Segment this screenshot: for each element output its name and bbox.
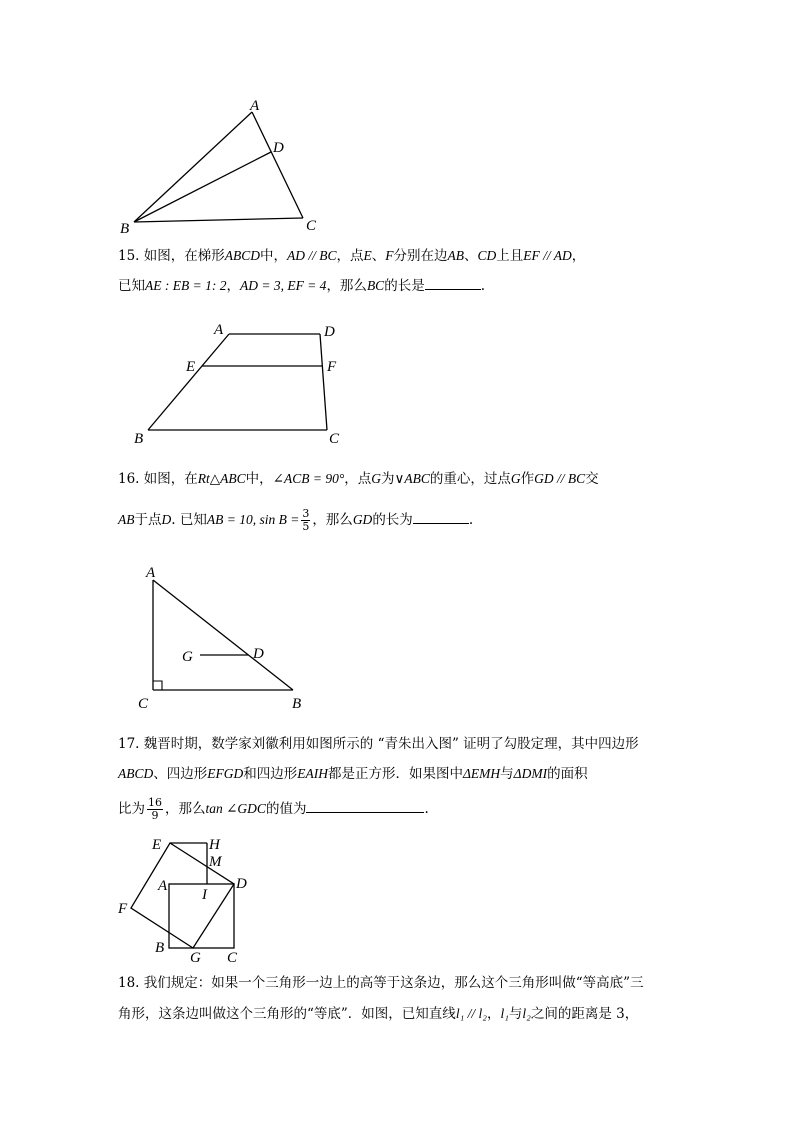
q17-line3: [118, 794, 429, 824]
q18-line1: [118, 973, 644, 993]
q16-text: 于点: [134, 512, 162, 528]
q16-text: . 已知: [171, 512, 207, 528]
q16-math: GD // BC: [534, 471, 586, 486]
q17-text: 的值为: [265, 801, 307, 817]
q17-text: 魏晋时期，数学家刘徽利用如图所示的 “青朱出入图” 证明了勾股定理，其中四边形: [143, 736, 639, 752]
q17-line2: [118, 764, 588, 784]
q16-text: 作: [520, 471, 535, 487]
q17-math: EFGD: [207, 766, 244, 781]
q16-text: ，那么: [312, 512, 353, 528]
label-A: A: [146, 565, 156, 581]
q15-text: 已知: [118, 278, 145, 294]
q16-math: ∠ACB = 90°: [272, 471, 345, 486]
label-E: E: [152, 837, 162, 853]
q17-math: ΔDMI: [513, 766, 548, 781]
q16-number: 16.: [118, 471, 140, 487]
q15-text: 分别在边: [393, 248, 448, 264]
q16-math: D: [161, 512, 172, 527]
q15-text: 中，: [260, 248, 288, 264]
label-D: D: [253, 646, 264, 662]
q15-math: BC: [366, 278, 385, 293]
label-A: A: [250, 98, 260, 114]
label-B: B: [292, 696, 302, 712]
q17-line1: [118, 734, 639, 754]
q15-math: AB: [447, 248, 465, 263]
q15-math: E: [363, 248, 372, 263]
label-C: C: [306, 218, 317, 234]
label-D: D: [273, 140, 284, 156]
q17-number: 17.: [118, 736, 140, 752]
label-D: D: [324, 324, 335, 340]
label-B: B: [155, 940, 165, 956]
q15-text: ，: [226, 278, 240, 294]
q15-text: 的长是: [384, 278, 425, 294]
label-A: A: [214, 322, 224, 338]
fraction-numerator: 3: [302, 507, 310, 520]
q16-line1: [118, 469, 599, 489]
q18-text: 与: [508, 1006, 523, 1022]
q15-math: AD // BC: [287, 248, 337, 263]
q17-math: ΔEMH: [463, 766, 501, 781]
label-C: C: [329, 431, 340, 447]
q15-text: 上且: [496, 248, 524, 264]
q17-text: 的面积: [547, 766, 588, 782]
q15-number: 15.: [118, 248, 140, 264]
label-A: A: [158, 878, 168, 894]
q16-math: AB: [118, 512, 135, 527]
q15-line2: [118, 275, 485, 296]
q16-text: 为: [381, 471, 395, 487]
q17-text: 比为: [118, 801, 145, 817]
q18-math: l₁ // l₂: [455, 1006, 487, 1021]
q16-math: G: [510, 471, 521, 486]
q18-text: 之间的距离是 3，: [530, 1006, 639, 1022]
figure-trapezoid-abcd: [128, 318, 358, 448]
q16-text: ，点: [344, 471, 372, 487]
q15-text: 、: [371, 248, 386, 264]
label-I: I: [202, 887, 207, 903]
q17-text: 和四边形: [243, 766, 298, 782]
q15-line1: [118, 246, 585, 266]
q15-math: AE : EB = 1: 2: [145, 278, 227, 293]
q16-math: GD: [352, 512, 373, 527]
q17-text: 、四边形: [153, 766, 208, 782]
fraction-denominator: 5: [302, 520, 310, 533]
q15-text: 、: [464, 248, 478, 264]
q18-math: l₁: [500, 1006, 509, 1021]
q18-text: 我们规定：如果一个三角形一边上的高等于这条边，那么这个三角形叫做“等高底”三: [143, 975, 644, 991]
q18-math: l₂: [522, 1006, 531, 1021]
q15-text: ，那么: [326, 278, 367, 294]
q15-text: ，: [571, 248, 586, 264]
q17-math: ABCD: [118, 766, 154, 781]
fraction-numerator: 16: [148, 796, 162, 809]
fraction-3-5: [301, 508, 310, 533]
q15-math: ABCD: [224, 248, 261, 263]
q15-text: ，点: [336, 248, 364, 264]
figure-qingzhu-squares: [112, 832, 262, 964]
q16-text: 中，: [245, 471, 273, 487]
q16-math: G: [371, 471, 381, 486]
figure-right-triangle-abc: [130, 562, 330, 714]
label-F: F: [327, 359, 337, 375]
q18-text: 角形，这条边叫做这个三角形的“等底”．如图，已知直线: [118, 1006, 456, 1022]
figure-triangle-abd: [110, 90, 330, 240]
label-G: G: [190, 950, 201, 964]
label-H: H: [209, 837, 220, 853]
q16-line2: [118, 506, 473, 534]
fraction-16-9: [147, 797, 163, 822]
q18-line2: [118, 1004, 638, 1024]
label-D: D: [236, 876, 247, 892]
q15-math: EF // AD: [523, 248, 572, 263]
q17-text: 都是正方形．如果图中: [328, 766, 463, 782]
label-F: F: [118, 901, 128, 917]
q15-math: CD: [477, 248, 497, 263]
fraction-denominator: 9: [151, 809, 159, 822]
q15-math: F: [385, 248, 394, 263]
q15-text: 如图，在梯形: [143, 248, 225, 264]
label-B: B: [120, 221, 130, 237]
q17-text: ，那么: [165, 801, 206, 817]
q17-text: .: [424, 801, 429, 817]
label-B: B: [134, 431, 144, 447]
q17-math: EAIH: [297, 766, 328, 781]
label-E: E: [186, 359, 196, 375]
q15-text: .: [480, 278, 485, 294]
q16-math: Rt△ABC: [197, 471, 246, 486]
answer-blank[interactable]: [306, 798, 424, 813]
label-M: M: [209, 854, 222, 870]
q17-math: tan ∠GDC: [205, 801, 266, 816]
q16-text: 交: [585, 471, 599, 487]
q16-text: 的长为: [372, 512, 413, 528]
q16-text: 如图，在: [143, 471, 198, 487]
q16-text: .: [468, 512, 474, 528]
q16-text: 的重心，过点: [429, 471, 511, 487]
label-G: G: [182, 649, 193, 665]
q15-math: AD = 3, EF = 4: [239, 278, 327, 293]
q16-math: AB = 10, sin B =: [206, 512, 300, 527]
label-C: C: [227, 950, 238, 964]
label-C: C: [138, 696, 149, 712]
q17-text: 与: [500, 766, 514, 782]
q18-text: ，: [486, 1006, 501, 1022]
q16-math: ∨ABC: [394, 471, 430, 486]
answer-blank[interactable]: [425, 275, 481, 290]
q18-number: 18.: [118, 975, 140, 991]
answer-blank[interactable]: [413, 509, 469, 524]
